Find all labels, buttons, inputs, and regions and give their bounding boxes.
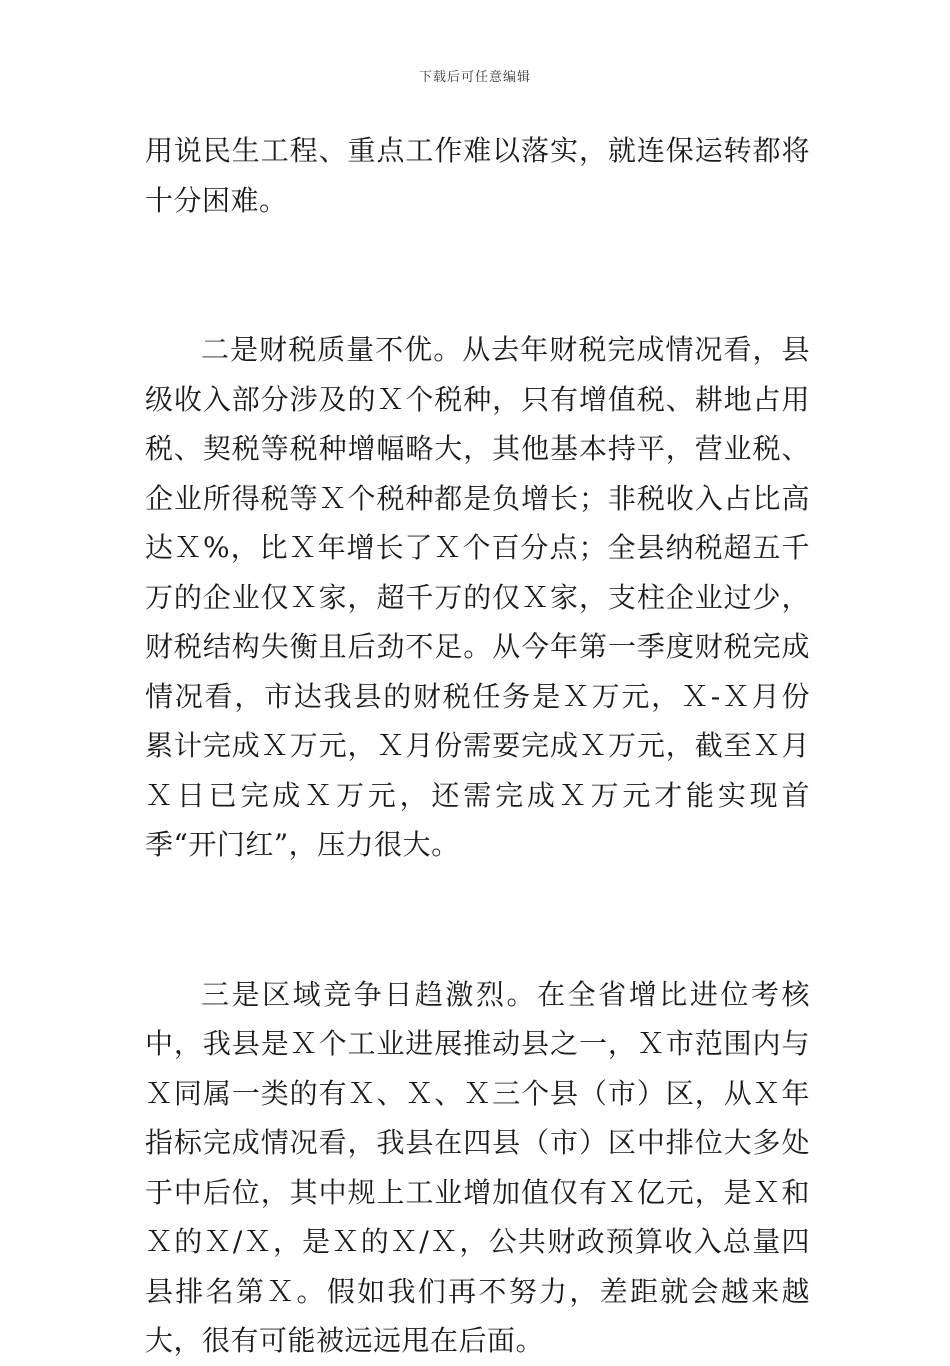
paragraph-continuation: 用说民生工程、重点工作难以落实，就连保运转都将十分困难。 [145, 134, 810, 217]
paragraph-tax-quality: 二是财税质量不优。从去年财税完成情况看，县级收入部分涉及的Ｘ个税种，只有增值税、耕地占用税、契税等税种增幅略大，其他基本持平，营业税、企业所得税等Ｘ个税种都是负增长；非税收入占比高达Ｘ%，比Ｘ年增长了Ｘ个百分点；全县纳税超五千万的企业仅Ｘ家，超千万的仅Ｘ家，支柱企业过少，财税结构失衡且后劲不足。从今年第一季度财税完成情况看，市达我县的财税任务是Ｘ万元，Ｘ-Ｘ月份累计完成Ｘ万元，Ｘ月份需要完成Ｘ万元，截至Ｘ月Ｘ日已完成Ｘ万元，还需完成Ｘ万元才能实现首季“开门红”，压力很大。 [145, 333, 810, 861]
paragraph-regional-competition: 三是区域竞争日趋激烈。在全省增比进位考核中，我县是Ｘ个工业进展推动县之一，Ｘ市范围内与Ｘ同属一类的有Ｘ、Ｘ、Ｘ三个县（市）区，从Ｘ年指标完成情况看，我县在四县（市）区中排位大多处于中后位，其中规上工业增加值仅有Ｘ亿元，是Ｘ和Ｘ的Ｘ/Ｘ，是Ｘ的Ｘ/Ｘ，公共财政预算收入总量四县排名第Ｘ。假如我们再不努力，差距就会越来越大，很有可能被远远甩在后面。 [145, 977, 810, 1357]
page-header-note: 下载后可任意编辑 [418, 70, 531, 85]
document-body [145, 126, 810, 1366]
